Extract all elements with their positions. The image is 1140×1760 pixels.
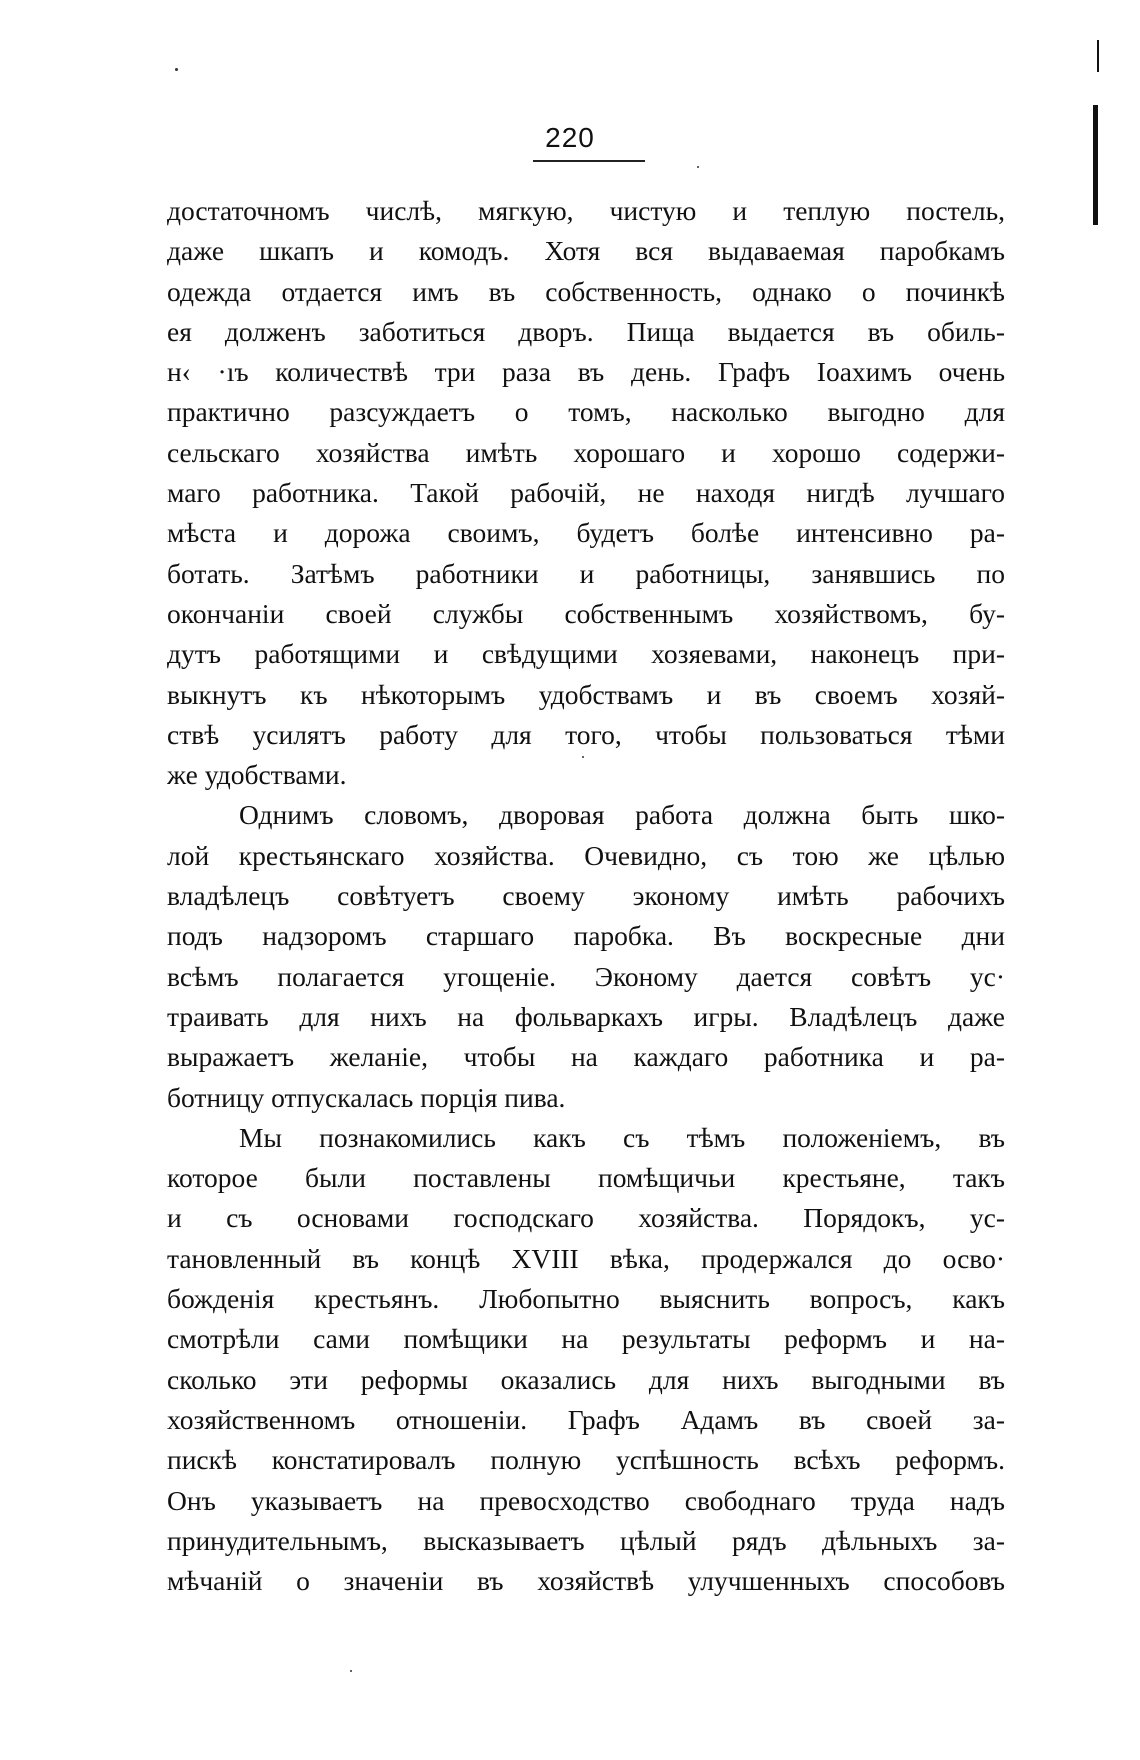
scan-edge-mark	[1097, 40, 1099, 72]
scan-speck	[175, 68, 178, 71]
page-number-rule	[533, 160, 645, 162]
text-line: лой крестьянскаго хозяйства. Очевидно, съ тою же цѣлью	[167, 839, 1005, 871]
text-line: одежда отдается имъ въ собственность, однако о починкѣ	[167, 275, 1005, 307]
text-line: хозяйственномъ отношеніи. Графъ Адамъ въ своей за-	[167, 1403, 1005, 1435]
text-line: сельскаго хозяйства имѣть хорошаго и хорошо содержи-	[167, 436, 1005, 468]
text-line: мѣчаній о значеніи въ хозяйствѣ улучшенныхъ способовъ	[167, 1565, 1005, 1597]
text-line: ботать. Затѣмъ работники и работницы, занявшись по	[167, 557, 1005, 589]
scan-edge-mark	[1093, 105, 1098, 225]
text-line: мѣста и дорожа своимъ, будетъ болѣе интенсивно ра-	[167, 517, 1005, 549]
text-line: всѣмъ полагается угощеніе. Эконому дается совѣтъ ус·	[167, 960, 1005, 992]
text-line: окончаніи своей службы собственнымъ хозяйствомъ, бу-	[167, 597, 1005, 629]
text-line: выражаетъ желаніе, чтобы на каждаго работника и ра-	[167, 1041, 1005, 1073]
text-line: пискѣ констатировалъ полную успѣшность всѣхъ реформъ.	[167, 1444, 1005, 1476]
text-line: даже шкапъ и комодъ. Хотя вся выдаваемая паробкамъ	[167, 235, 1005, 267]
text-line: смотрѣли сами помѣщики на результаты реформъ и на-	[167, 1323, 1005, 1355]
paragraph	[167, 795, 1005, 1117]
text-line: маго работника. Такой рабочій, не находя нигдѣ лучшаго	[167, 477, 1005, 509]
text-line: выкнутъ къ нѣкоторымъ удобствамъ и въ своемъ хозяй-	[167, 678, 1005, 710]
text-line: божденія крестьянъ. Любопытно выяснить вопросъ, какъ	[167, 1283, 1005, 1315]
page-number: 220	[545, 122, 595, 153]
text-line: и съ основами господскаго хозяйства. Порядокъ, ус-	[167, 1202, 1005, 1234]
scan-speck	[582, 756, 584, 758]
text-line: Однимъ словомъ, дворовая работа должна быть шко-	[239, 799, 1005, 831]
text-line: ботницу отпускалась порція пива.	[167, 1081, 566, 1113]
text-line: тановленный въ концѣ XVIII вѣка, продержался до осво·	[167, 1242, 1005, 1274]
text-line: ствѣ усилятъ работу для того, чтобы пользоваться тѣми	[167, 718, 1005, 750]
scan-speck	[350, 1670, 352, 1672]
text-line: подъ надзоромъ старшаго паробка. Въ воскресные дни	[167, 920, 1005, 952]
paragraph	[167, 1118, 1005, 1602]
text-line: владѣлецъ совѣтуетъ своему эконому имѣть рабочихъ	[167, 880, 1005, 912]
text-line: принудительнымъ, высказываетъ цѣлый рядъ дѣльныхъ за-	[167, 1524, 1005, 1556]
text-line: которое были поставлены помѣщичьи крестьяне, такъ	[167, 1162, 1005, 1194]
text-line: практично разсуждаетъ о томъ, насколько выгодно для	[167, 396, 1005, 428]
text-line: сколько эти реформы оказались для нихъ выгодными въ	[167, 1363, 1005, 1395]
scan-speck	[697, 166, 699, 168]
text-line: Мы познакомились какъ съ тѣмъ положеніемъ, въ	[239, 1121, 1005, 1153]
text-line: траивать для нихъ на фольваркахъ игры. Владѣлецъ даже	[167, 1000, 1005, 1032]
text-line: н‹ ·ıъ количествѣ три раза въ день. Графъ Іоахимъ очень	[167, 356, 1005, 388]
paragraph	[167, 191, 1005, 795]
text-line: дутъ работящими и свѣдущими хозяевами, наконецъ при-	[167, 638, 1005, 670]
text-line: Онъ указываетъ на превосходство свободнаго труда надъ	[167, 1484, 1005, 1516]
text-line: ея долженъ заботиться дворъ. Пища выдается въ обиль-	[167, 315, 1005, 347]
body-text	[167, 191, 1005, 1601]
text-line: же удобствами.	[167, 759, 347, 791]
text-line: достаточномъ числѣ, мягкую, чистую и теплую постель,	[167, 195, 1005, 226]
